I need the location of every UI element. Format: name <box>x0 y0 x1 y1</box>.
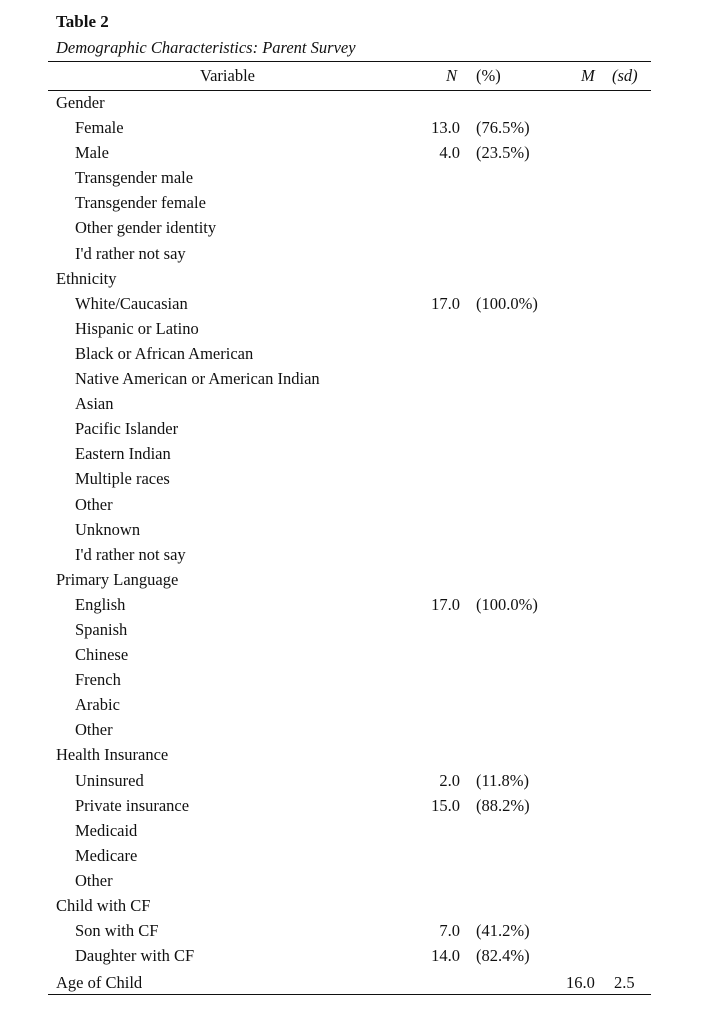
table-row <box>0 417 725 442</box>
table-row <box>0 794 725 819</box>
table-row <box>0 116 725 141</box>
row-label: Spanish <box>75 619 128 639</box>
row-label: I'd rather not say <box>75 243 186 263</box>
column-header-variable: Variable <box>200 66 255 85</box>
table-row <box>0 317 725 342</box>
category-row <box>0 743 725 768</box>
row-label: Native American or American Indian <box>75 369 320 389</box>
n-value: 17.0 <box>431 293 460 313</box>
table-row <box>0 668 725 693</box>
row-label: I'd rather not say <box>75 544 186 564</box>
table-row <box>0 141 725 166</box>
row-label: Age of Child <box>56 973 143 993</box>
mean-value: 16.0 <box>566 973 595 993</box>
row-label: Other <box>75 870 113 890</box>
row-label: Ethnicity <box>56 268 117 288</box>
n-value: 15.0 <box>431 795 460 815</box>
table-row <box>0 718 725 743</box>
row-label: Female <box>75 118 124 138</box>
n-value: 7.0 <box>439 921 460 941</box>
table-row <box>0 618 725 643</box>
category-row <box>0 267 725 292</box>
column-header-percent: (%) <box>476 66 501 85</box>
table-row <box>0 643 725 668</box>
row-label: Son with CF <box>75 921 159 941</box>
table-row <box>0 342 725 367</box>
row-label: Eastern Indian <box>75 444 171 464</box>
n-value: 13.0 <box>431 118 460 138</box>
category-row <box>0 91 725 116</box>
column-header-sd: (sd) <box>612 66 638 85</box>
row-label: Male <box>75 143 109 163</box>
table-row <box>0 392 725 417</box>
table-label: Table 2 <box>56 12 109 31</box>
column-header-mean: M <box>581 66 595 85</box>
top-rule <box>48 61 651 62</box>
row-label: Child with CF <box>56 896 151 915</box>
percent-value: (100.0%) <box>476 293 538 313</box>
row-label: Pacific Islander <box>75 419 179 439</box>
table-body <box>0 91 725 997</box>
row-label: Uninsured <box>75 770 144 790</box>
table-row <box>0 467 725 492</box>
sd-value: 2.5 <box>614 973 635 993</box>
row-label: Primary Language <box>56 569 179 589</box>
row-label: Other <box>75 494 113 514</box>
n-value: 14.0 <box>431 946 460 966</box>
table-row <box>0 819 725 844</box>
row-label: Hispanic or Latino <box>75 318 199 338</box>
table-row <box>0 944 725 969</box>
table-caption: Demographic Characteristics: Parent Survey <box>56 38 356 57</box>
table-row <box>0 769 725 794</box>
percent-value: (100.0%) <box>476 594 538 614</box>
table-row <box>0 919 725 944</box>
row-label: Daughter with CF <box>75 946 195 966</box>
table-row <box>0 166 725 191</box>
row-label: Medicare <box>75 845 138 865</box>
table-row <box>0 869 725 894</box>
category-row <box>0 894 725 919</box>
table-row <box>0 518 725 543</box>
row-label: White/Caucasian <box>75 293 188 313</box>
table-row <box>0 693 725 718</box>
row-label: Arabic <box>75 695 120 715</box>
percent-value: (82.4%) <box>476 946 530 966</box>
percent-value: (76.5%) <box>476 118 530 138</box>
table-row <box>0 543 725 568</box>
row-label: Other <box>75 720 113 740</box>
row-label: Black or African American <box>75 343 254 363</box>
row-label: Chinese <box>75 645 129 665</box>
row-label: French <box>75 670 121 690</box>
column-header-n: N <box>446 66 458 85</box>
row-label: Private insurance <box>75 795 190 815</box>
n-value: 2.0 <box>439 770 460 790</box>
row-label: Health Insurance <box>56 745 169 765</box>
row-label: Multiple races <box>75 469 170 489</box>
percent-value: (11.8%) <box>476 770 529 790</box>
row-label: Asian <box>75 394 114 414</box>
row-label: Other gender identity <box>75 218 217 238</box>
percent-value: (88.2%) <box>476 795 530 815</box>
row-label: Transgender male <box>75 168 194 188</box>
table-row <box>0 493 725 518</box>
table-row <box>0 216 725 241</box>
table-row <box>0 191 725 216</box>
table-row <box>0 292 725 317</box>
row-label: Gender <box>56 93 105 112</box>
table-row <box>0 367 725 392</box>
table-row <box>0 844 725 869</box>
row-label: Transgender female <box>75 193 206 213</box>
table-row <box>0 442 725 467</box>
n-value: 4.0 <box>439 143 460 163</box>
row-label: English <box>75 594 126 614</box>
row-label: Unknown <box>75 519 141 539</box>
table-row <box>0 242 725 267</box>
percent-value: (23.5%) <box>476 143 530 163</box>
percent-value: (41.2%) <box>476 921 530 941</box>
bottom-rule <box>48 994 651 995</box>
category-row <box>0 568 725 593</box>
n-value: 17.0 <box>431 594 460 614</box>
table-row <box>0 593 725 618</box>
row-label: Medicaid <box>75 820 138 840</box>
